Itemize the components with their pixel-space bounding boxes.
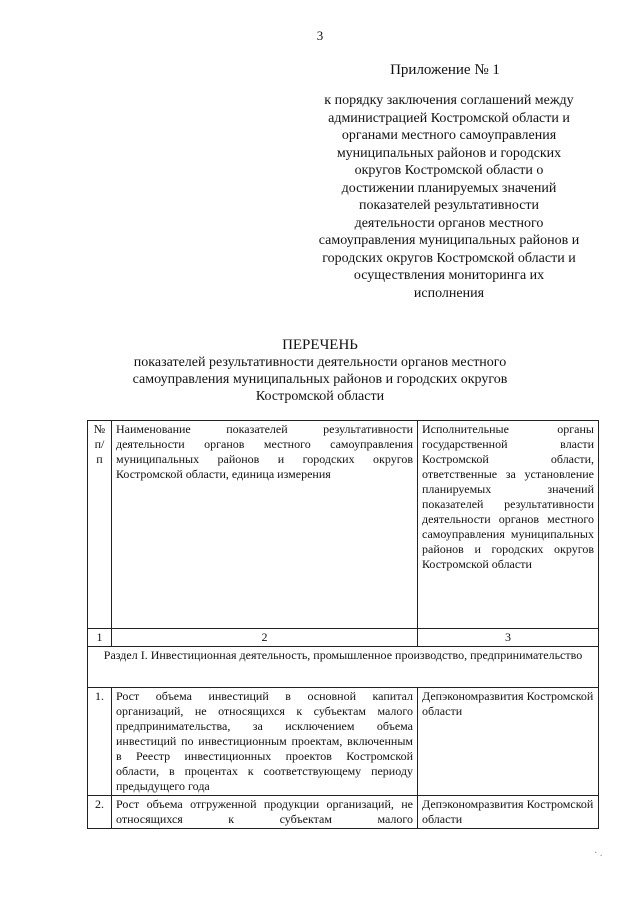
page-number: 3 [316, 28, 324, 43]
row-indicator: Рост объема инвестиций в основной капитал организаций, не относящихся к субъектам малого предпринимательства, за исключением объема инвестиций по инвестиционным проектам, включенным в Реестр инвестиционных проектов Костромской области, в процентах к соответствующему периоду предыдущего года [112, 688, 418, 796]
table-row [88, 796, 599, 829]
row-indicator: Рост объема отгруженной продукции организаций, не относящихся к субъектам малого [112, 796, 418, 829]
header-indicator: Наименование показателей результативности деятельности органов местного самоуправления муниципальных районов и городских округов Костромской области, единица измерения [112, 421, 418, 629]
row-number: 1. [88, 688, 112, 796]
header-authority: Исполнительные органы государственной власти Костромской области, ответственные за установление планируемых значений показателей результативности деятельности органов местного самоуправления муниципальных районов и городских округов Костромской области [418, 421, 599, 629]
section-title: Раздел I. Инвестиционная деятельность, промышленное производство, предпринимательство [88, 647, 599, 688]
list-subtitle: показателей результативности деятельности органов местного самоуправления муниципальных районов и городских округов Костромской области [132, 355, 508, 404]
header-number: № п/п [88, 421, 112, 629]
appendix-description: к порядку заключения соглашений между администрацией Костромской области и органами местного самоуправления муниципальных районов и городских округов Костромской области о достижении планируемых значений показателей результативности деятельности органов местного самоуправления муниципальных районов и городских округов Костромской области и осуществления мониторинга их исполнения [318, 93, 580, 301]
row-authority: Депэкономразвития Костромской области [418, 688, 599, 796]
row-authority: Депэкономразвития Костромской области [418, 796, 599, 829]
list-title: ПЕРЕЧЕНЬ [282, 337, 358, 353]
column-number: 2 [112, 629, 418, 647]
appendix-title: Приложение № 1 [390, 62, 500, 78]
column-number: 3 [418, 629, 599, 647]
table-header-row [88, 421, 599, 629]
section-row [88, 647, 599, 688]
column-number: 1 [88, 629, 112, 647]
scan-speck: · . [594, 848, 603, 859]
table-row [88, 688, 599, 796]
row-number: 2. [88, 796, 112, 829]
column-number-row [88, 629, 599, 647]
indicators-table [87, 420, 599, 829]
